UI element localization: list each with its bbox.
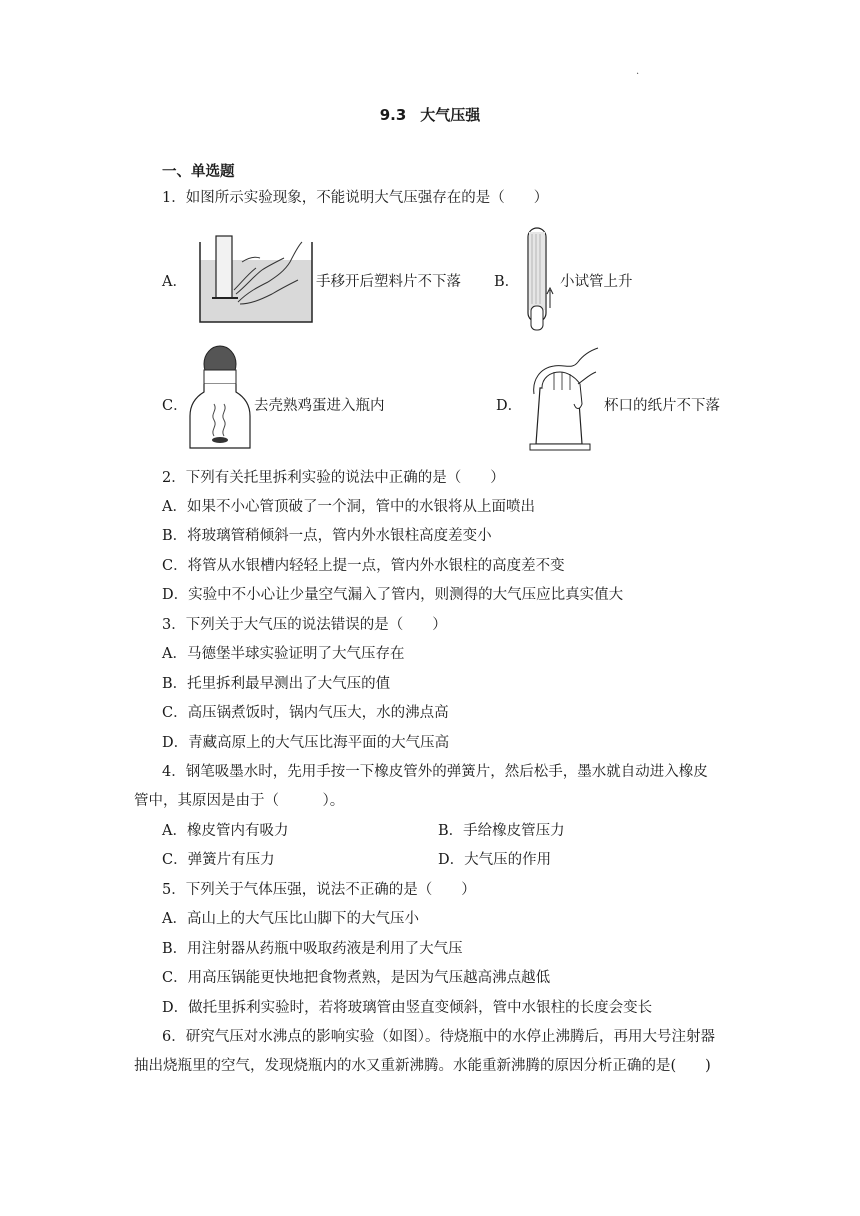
section-heading: 一、单选题 xyxy=(162,164,235,180)
q4-option-c: C．弹簧片有压力 xyxy=(162,852,275,868)
q3-option-d: D．青藏高原上的大气压比海平面的大气压高 xyxy=(162,735,450,751)
q6-stem-line2: 抽出烧瓶里的空气，发现烧瓶内的水又重新沸腾。水能重新沸腾的原因分析正确的是( ) xyxy=(134,1058,711,1074)
q2-option-c: C．将管从水银槽内轻轻上提一点，管内外水银柱的高度差不变 xyxy=(162,558,565,574)
q1-option-d-caption: 杯口的纸片不下落 xyxy=(604,398,720,414)
q1-option-d-letter: D． xyxy=(496,398,523,414)
q1-stem: 1．如图所示实验现象，不能说明大气压强存在的是（ ） xyxy=(162,190,549,206)
q4-option-b: B．手给橡皮管压力 xyxy=(438,823,565,839)
q1-option-a-caption: 手移开后塑料片不下落 xyxy=(316,274,461,290)
q1-option-b-letter: B． xyxy=(494,274,520,290)
q2-option-a: A．如果不小心管顶破了一个洞，管中的水银将从上面喷出 xyxy=(162,499,535,515)
q1-option-b-caption: 小试管上升 xyxy=(560,274,633,290)
q3-stem: 3．下列关于大气压的说法错误的是（ ） xyxy=(162,617,447,633)
q3-option-c: C．高压锅煮饭时，锅内气压大，水的沸点高 xyxy=(162,705,449,721)
q1-figure-d xyxy=(520,344,602,454)
q5-option-a: A．高山上的大气压比山脚下的大气压小 xyxy=(162,911,419,927)
q1-figure-c xyxy=(186,344,254,452)
q4-stem-line1: 4．钢笔吸墨水时，先用手按一下橡皮管外的弹簧片，然后松手，墨水就自动进入橡皮 xyxy=(162,764,708,780)
q6-stem-line1: 6．研究气压对水沸点的影响实验（如图）。待烧瓶中的水停止沸腾后，再用大号注射器 xyxy=(162,1029,715,1045)
section-title: 大气压强 xyxy=(420,106,481,124)
page-title xyxy=(0,104,860,125)
q3-option-a: A．马德堡半球实验证明了大气压存在 xyxy=(162,646,405,662)
q5-option-d: D．做托里拆利实验时，若将玻璃管由竖直变倾斜，管中水银柱的长度会变长 xyxy=(162,1000,653,1016)
q2-option-b: B．将玻璃管稍倾斜一点，管内外水银柱高度差变小 xyxy=(162,528,492,544)
q1-option-c-caption: 去壳熟鸡蛋进入瓶内 xyxy=(254,398,385,414)
q5-option-b: B．用注射器从药瓶中吸取药液是利用了大气压 xyxy=(162,941,463,957)
q1-option-c-letter: C． xyxy=(162,398,188,414)
q4-stem-line2: 管中，其原因是由于（ ）。 xyxy=(134,793,345,809)
q5-stem: 5．下列关于气体压强，说法不正确的是（ ） xyxy=(162,882,476,898)
q3-option-b: B．托里拆利最早测出了大气压的值 xyxy=(162,676,391,692)
q4-option-d: D．大气压的作用 xyxy=(438,852,552,868)
q1-figure-a xyxy=(198,232,314,326)
q2-stem: 2．下列有关托里拆利实验的说法中正确的是（ ） xyxy=(162,470,505,486)
q1-option-a-letter: A． xyxy=(162,274,187,290)
q1-figure-b xyxy=(516,224,562,334)
q4-option-a: A．橡皮管内有吸力 xyxy=(162,823,289,839)
section-number: 9.3 xyxy=(379,106,407,124)
header-dot: . xyxy=(636,66,640,77)
q5-option-c: C．用高压锅能更快地把食物煮熟，是因为气压越高沸点越低 xyxy=(162,970,551,986)
q2-option-d: D．实验中不小心让少量空气漏入了管内，则测得的大气压应比真实值大 xyxy=(162,587,624,603)
